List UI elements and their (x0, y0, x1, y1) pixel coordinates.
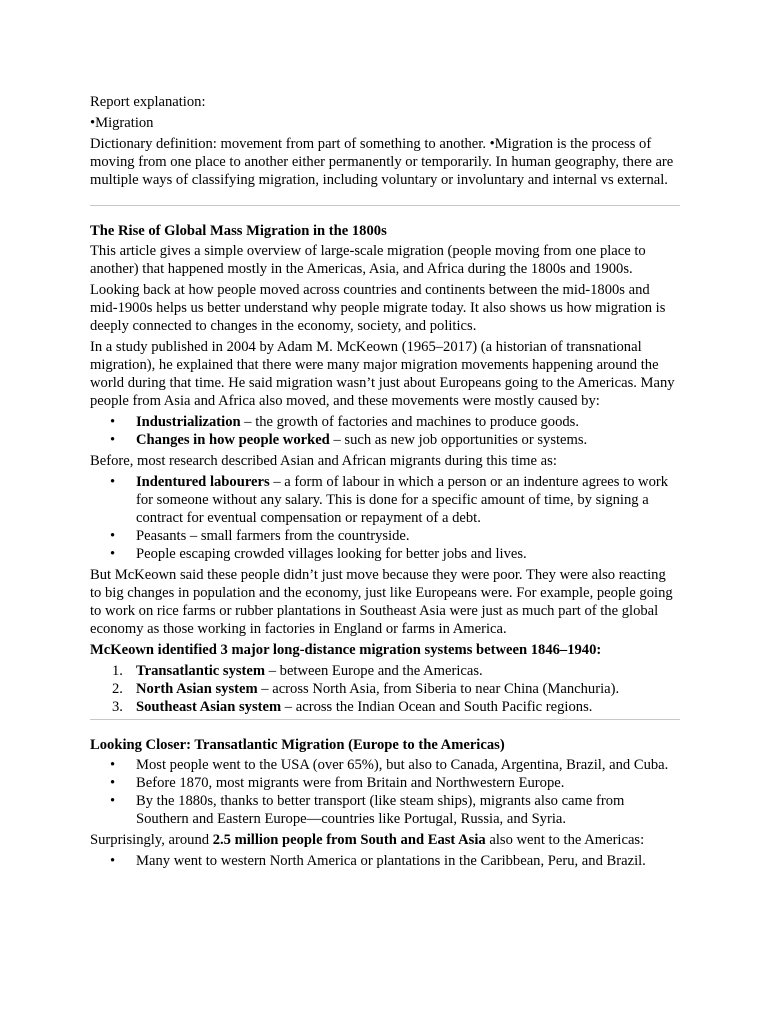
list-item: • By the 1880s, thanks to better transport (like steam ships), migrants also came from Southern and Eastern Europe—countries like Portugal, Russia, and Syria. (136, 792, 680, 828)
systems-list (90, 662, 680, 716)
paragraph: Before, most research described Asian and African migrants during this time as: (90, 453, 557, 469)
section-title: Looking Closer: Transatlantic Migration (Europe to the Americas) (90, 737, 505, 753)
transatlantic-list (90, 756, 680, 828)
list-item: • Industrialization – the growth of factories and machines to produce goods. (136, 413, 680, 431)
paragraph: Surprisingly, around 2.5 million people from South and East Asia also went to the Americas: (90, 832, 645, 848)
list-item: • Peasants – small farmers from the countryside. (136, 527, 680, 545)
intro-section (90, 93, 680, 189)
list-item: 1. Transatlantic system – between Europe and the Americas. (112, 663, 483, 679)
section-transatlantic (90, 736, 680, 870)
list-item: 2. North Asian system – across North Asia, from Siberia to near China (Manchuria). (112, 681, 620, 697)
section-rise-of-migration (90, 222, 680, 716)
list-item: • Many went to western North America or plantations in the Caribbean, Peru, and Brazil. (136, 852, 680, 870)
descriptions-list (90, 473, 680, 563)
topic-line: •Migration (90, 115, 154, 131)
asia-americas-list (90, 852, 680, 870)
paragraph: Looking back at how people moved across countries and continents between the mid-1800s and mid-1900s helps us better understand why people migrate today. It also shows us how migration is deeply connected to changes in the economy, society, and politics. (90, 282, 666, 334)
list-item: • Before 1870, most migrants were from Britain and Northwestern Europe. (136, 774, 680, 792)
paragraph: This article gives a simple overview of large-scale migration (people moving from one place to another) that happened mostly in the Americas, Asia, and Africa during the 1800s and 1900s. (90, 243, 646, 277)
list-item: • People escaping crowded villages looking for better jobs and lives. (136, 545, 680, 563)
list-item: • Changes in how people worked – such as new job opportunities or systems. (136, 431, 680, 449)
divider (90, 719, 680, 720)
paragraph: In a study published in 2004 by Adam M. McKeown (1965–2017) (a historian of transnational migration), he explained that there were many major migration movements happening around the world during that time. He said migration wasn’t just about Europeans going to the Americas. Many people from Asia and Africa also moved, and these movements were mostly caused by: (90, 339, 675, 409)
divider (90, 205, 680, 206)
list-item: • Indentured labourers – a form of labour in which a person or an indenture agrees to work for someone without any salary. This is done for a specific amount of time, by signing a contract for eventual compensation or repayment of a debt. (136, 473, 680, 527)
paragraph: But McKeown said these people didn’t just move because they were poor. They were also reacting to big changes in population and the economy, just like Europeans were. For example, people going to work on rice farms or rubber plantations in Southeast Asia were just as much part of the global economy as those working in factories in England or farms in America. (90, 567, 673, 637)
list-item: 3. Southeast Asian system – across the Indian Ocean and South Pacific regions. (112, 699, 593, 715)
report-heading: Report explanation: (90, 94, 206, 110)
systems-heading: McKeown identified 3 major long-distance migration systems between 1846–1940: (90, 642, 602, 658)
document-page (90, 93, 680, 873)
section-title: The Rise of Global Mass Migration in the 1800s (90, 223, 387, 239)
definition-paragraph: Dictionary definition: movement from part of something to another. •Migration is the process of moving from one place to another either permanently or temporarily. In human geography, there are multiple ways of classifying migration, including voluntary or involuntary and internal vs external. (90, 136, 674, 188)
list-item: • Most people went to the USA (over 65%), but also to Canada, Argentina, Brazil, and Cuba. (136, 756, 680, 774)
causes-list (90, 413, 680, 449)
